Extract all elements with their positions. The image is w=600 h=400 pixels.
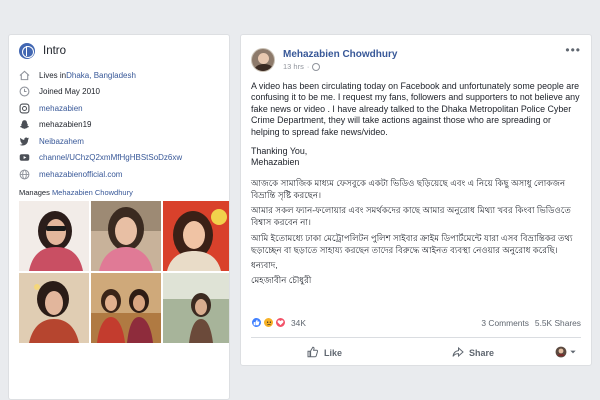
like-reaction-icon: [251, 317, 262, 328]
post-text: [241, 77, 591, 286]
photo-thumbnail[interactable]: [91, 201, 161, 271]
instagram-link[interactable]: mehazabien: [39, 103, 83, 113]
youtube-icon: [19, 152, 30, 163]
share-button[interactable]: [452, 346, 494, 360]
chevron-down-icon: [569, 348, 577, 358]
bangla-line-2: আমার সকল ফ্যান-ফলোয়ার এবং সমর্থকদের কাছে আমার অনুরোধ মিথ্যা খবর কিংবা ভিডিওতে বিশ্বাস করবেন না।: [251, 205, 571, 228]
share-label: Share: [469, 348, 495, 358]
snapchat-text: mehazabien19: [39, 120, 92, 130]
reaction-count: 34K: [291, 317, 306, 328]
home-icon: [19, 70, 30, 81]
photo-thumbnail[interactable]: [19, 273, 89, 343]
share-arrow-icon: [452, 346, 464, 360]
intro-item-twitter: [19, 133, 221, 150]
like-button[interactable]: [307, 346, 342, 360]
post-time[interactable]: 13 hrs: [283, 62, 304, 71]
intro-list: [9, 65, 229, 183]
intro-item-joined: [19, 84, 221, 101]
post-paragraph-english: A video has been circulating today on Facebook and unfortunately some people are confusing it to be me. I request my fans, followers and supporters to not believe any fake news or video . I have already talked to the Dhaka Metropolitan Police Cyber Crime Department, they will take actions against those who are spreading or helping to spread fake news/video.: [251, 81, 580, 137]
intro-item-youtube: [19, 150, 221, 167]
post-meta: [283, 62, 397, 71]
sad-reaction-icon: [263, 317, 274, 328]
bangla-line-1: আজকে সামাজিক মাধ্যম ফেসবুকে একটা ভিডিও ছড়িয়েছে এবং এ নিয়ে কিছু অসাধু লোকজন বিভ্রান্তি সৃষ্টি করছেন।: [251, 177, 566, 201]
engagement-stats: [481, 318, 581, 328]
post-header: [241, 35, 591, 77]
manages-prefix: Manages: [19, 187, 52, 197]
photo-thumbnail[interactable]: [163, 201, 230, 271]
intro-header: [9, 35, 229, 65]
lives-in-prefix: Lives in: [39, 70, 67, 80]
like-label: Like: [324, 348, 343, 358]
manages-page-link[interactable]: Mehazabien Chowdhury: [51, 187, 133, 197]
youtube-link[interactable]: channel/UChzQ2xmMfHgHBStSoDz6xw: [39, 153, 183, 163]
bangla-signature: মেহজাবীন চৌধুরী: [251, 275, 312, 286]
intro-item-lives-in: [19, 67, 221, 84]
twitter-icon: [19, 136, 30, 147]
reaction-audience-selector[interactable]: [555, 346, 577, 360]
photo-thumbnail[interactable]: [19, 201, 89, 271]
lives-in-link[interactable]: Dhaka, Bangladesh: [66, 70, 136, 80]
bangla-line-3: আমি ইতোমধ্যে ঢাকা মেট্রোপলিটন পুলিশ সাইবার ক্রাইম ডিপার্টমেন্টে যারা এসব বিভ্রান্তিকর তথ্য ছড়াচ্ছেন বা ছড়াতে সাহায্য করছেন তাদের বিরুদ্ধে আইনত ব্যবস্থা নেওয়ার অনুরোধ করেছি।: [251, 232, 573, 255]
clock-icon: [19, 86, 30, 97]
public-audience-icon: [312, 63, 320, 71]
meta-separator: ·: [306, 62, 310, 71]
instagram-icon: [19, 103, 30, 114]
audience-avatar-icon: [555, 346, 567, 360]
post-card: [240, 34, 592, 366]
more-options-icon[interactable]: •••: [565, 43, 581, 57]
love-reaction-icon: [275, 317, 286, 328]
reaction-icons[interactable]: [251, 317, 306, 328]
post-actions: [251, 343, 581, 363]
author-avatar[interactable]: [251, 48, 275, 72]
joined-text: Joined May 2010: [39, 87, 100, 97]
twitter-link[interactable]: Neibazahem: [39, 136, 84, 146]
thumbs-up-icon: [307, 346, 319, 360]
action-divider: [251, 337, 581, 338]
website-link[interactable]: mehazabienofficial.com: [39, 169, 123, 179]
post-thanks: Thanking You,: [251, 146, 308, 157]
author-name[interactable]: Mehazabien Chowdhury: [283, 49, 398, 60]
intro-globe-icon: [19, 43, 35, 59]
globe-icon: [19, 169, 30, 180]
post-signature: Mehazabien: [251, 157, 300, 168]
intro-item-instagram: [19, 100, 221, 117]
bangla-thanks: ধন্যবাদ,: [251, 260, 278, 271]
post-author-block: [283, 49, 397, 71]
comments-count[interactable]: 3 Comments: [481, 317, 529, 328]
intro-card: [8, 34, 230, 400]
snapchat-icon: [19, 119, 30, 130]
intro-item-website: [19, 166, 221, 183]
intro-item-snapchat: [19, 117, 221, 134]
post-bangla-text: [251, 177, 581, 287]
photo-thumbnail[interactable]: [163, 273, 230, 343]
post-signoff-english: [251, 146, 581, 169]
photo-grid: [9, 201, 229, 343]
manages-line: [9, 183, 229, 201]
photo-thumbnail[interactable]: [91, 273, 161, 343]
intro-title: Intro: [43, 45, 67, 57]
reaction-summary: [251, 317, 581, 328]
shares-count[interactable]: 5.5K Shares: [534, 317, 581, 328]
